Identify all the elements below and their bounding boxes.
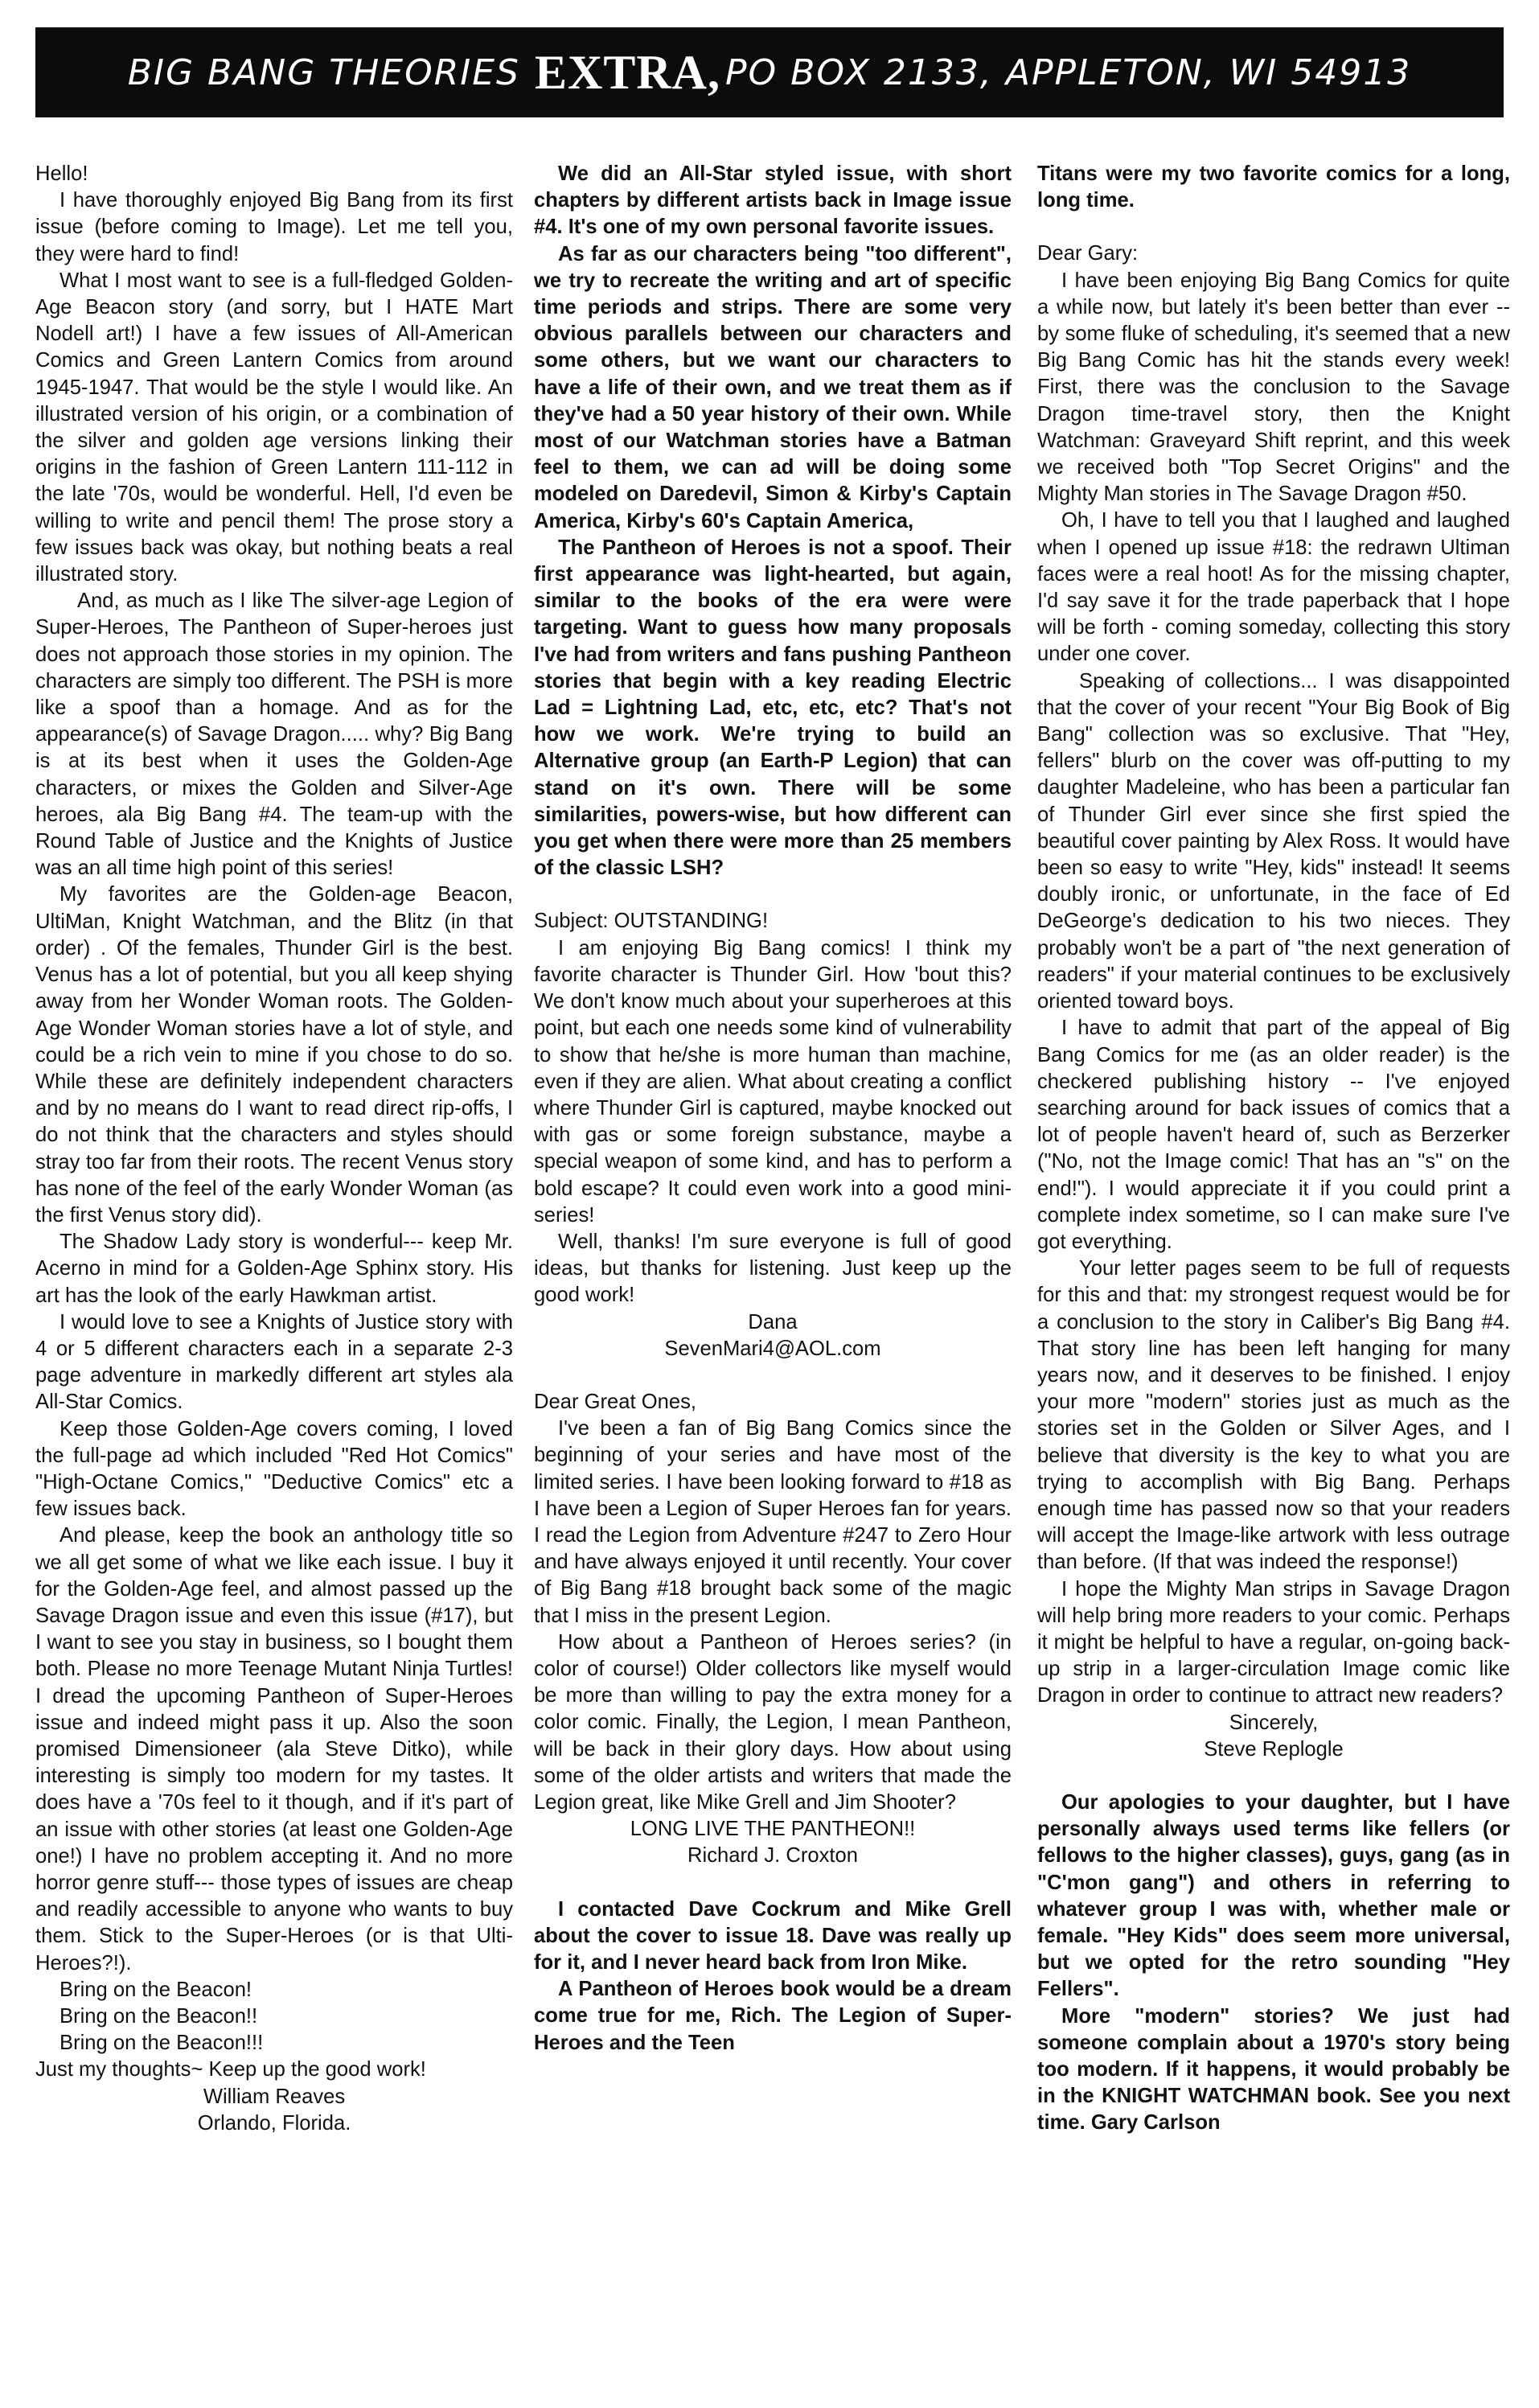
column-2 <box>534 161 1012 2381</box>
letter-email: SevenMari4@AOL.com <box>664 1337 881 1360</box>
letter-subject: Subject: OUTSTANDING! <box>534 910 769 933</box>
letter-paragraph: I have to admit that part of the appeal of Big Bang Comics for me (as an older reader) is the checkered publishing history -- I've enjoyed searching around for back issues of comics that a lot of people haven't heard of, such as Berzerker ("No, not the Image comic! That has an "s" on the end!"). I would appreciate it if you could print a complete index sometime, so I can make sure I've got everything. <box>1037 1017 1510 1253</box>
letter-signoff: LONG LIVE THE PANTHEON!! <box>630 1818 916 1841</box>
editor-reply: Our apologies to your daughter, but I have personally always used terms like fellers (or fellows to the higher classes), guys, gang (as in "C'mon gang") and others in referring to whatever group I was with, whether male or female. "Hey Kids" does seem more universal, but we opted for the retro sounding "Hey Fellers". <box>1037 1790 1510 2001</box>
editor-reply: As far as our characters being "too different", we try to recreate the writing and art of specific time periods and strips. There are some very obvious parallels between our characters and some others, but we want our characters to have a life of their own, and we treat them as if they've had a 50 year history of their own. While most of our Watchman stories have a Batman feel to them, we can ad will be doing some modeled on Daredevil, Simon & Kirby's Captain America, Kirby's 60's Captain America, <box>534 242 1012 532</box>
letter-salutation: Dear Gary: <box>1037 242 1139 265</box>
editor-reply: The Pantheon of Heroes is not a spoof. Their first appearance was light-hearted, but again, similar to the books of the era were were targeting. Want to guess how many proposals I've had from writers and fans pushing Pantheon stories that begin with a key reading Electric Lad = Lightning Lad, etc, etc, etc? That's not how we work. We're trying to build an Alternative group (an Earth-P Legion) that can stand on it's own. There will be some similarities, powers-wise, but how different can you get when there were more than 25 members of the classic LSH? <box>534 536 1012 880</box>
letter-paragraph: Well, thanks! I'm sure everyone is full of good ideas, but thanks for listening. Just keep up the good work! <box>534 1230 1012 1307</box>
letter-salutation: Dear Great Ones, <box>534 1390 696 1413</box>
letter-paragraph: My favorites are the Golden-age Beacon, UltiMan, Knight Watchman, and the Blitz (in that order) . Of the females, Thunder Girl is the best. Venus has a lot of potential, but you all keep shying away from her Wonder Woman roots. The Golden-Age Wonder Woman stories have a lot of style, and could be a rich vein to mine if you chose to do so. While these are definitely independent characters and by no means do I want to read direct rip-offs, I do not think that the characters and styles should stray too far from their roots. The recent Venus story has none of the feel of the early Wonder Woman (as the first Venus story did). <box>35 883 513 1227</box>
letter-paragraph: I hope the Mighty Man strips in Savage Dragon will help bring more readers to your comic. Perhaps it might be helpful to have a regular, on-going back-up strip in a larger-circulation Image comic like Dragon in order to continue to attract new readers? <box>1037 1577 1510 1707</box>
column-1 <box>35 161 513 2381</box>
letter-signature: Dana <box>748 1310 798 1333</box>
letters-page-header <box>35 27 1504 117</box>
letter-paragraph: How about a Pantheon of Heroes series? (in color of course!) Older collectors like myself would be more than willing to pay the extra money for a color comic. Finally, the Legion, I mean Pantheon, will be back in their glory days. How about using some of the older artists and writers that made the Legion great, like Mike Grell and Jim Shooter? <box>534 1630 1012 1814</box>
letter-paragraph: What I most want to see is a full-fledged Golden-Age Beacon story (and sorry, but I HATE Mart Nodell art!) I have a few issues of All-American Comics and Green Lantern Comics from around 1945-1947. That would be the style I would like. An illustrated version of his origin, or a combination of the silver and golden age versions linking their origins in the fashion of Green Lantern 111-112 in the late '70s, would be wonderful. Hell, I'd even be willing to write and pencil them! The prose story a few issues back was okay, but nothing beats a real illustrated story. <box>35 269 513 586</box>
header-theories: BIG BANG THEORIES <box>127 51 520 93</box>
column-3 <box>1037 161 1510 2381</box>
letter-location: Orlando, Florida. <box>197 2111 351 2135</box>
letter-paragraph: I've been a fan of Big Bang Comics since the beginning of your series and have most of the limited series. I have been looking forward to #18 as I have been a Legion of Super Heroes fan for years. I read the Legion from Adventure #247 to Zero Hour and have always enjoyed it until recently. Your cover of Big Bang #18 brought back some of the magic that I miss in the present Legion. <box>534 1417 1012 1627</box>
letter-paragraph: The Shadow Lady story is wonderful--- keep Mr. Acerno in mind for a Golden-Age Sphinx story. His art has the look of the early Hawkman artist. <box>35 1231 513 1307</box>
letter-signoff: Sincerely, <box>1229 1711 1319 1734</box>
letter-signature: Richard J. Croxton <box>687 1844 858 1868</box>
header-address: PO BOX 2133, APPLETON, WI 54913 <box>725 51 1412 93</box>
editor-reply: Titans were my two favorite comics for a long, long time. <box>1037 162 1510 212</box>
letter-paragraph: I have been enjoying Big Bang Comics for quite a while now, but lately it's been better than ever -- by some fluke of scheduling, it's seemed that a new Big Bang Comic has hit the stands every week! First, there was the conclusion to the Savage Dragon time-travel story, then the Knight Watchman: Graveyard Shift reprint, and this week we received both "Top Secret Origins" and the Mighty Man stories in The Savage Dragon #50. <box>1037 269 1510 506</box>
letter-greeting: Hello! <box>35 162 88 185</box>
editor-reply: A Pantheon of Heroes book would be a dream come true for me, Rich. The Legion of Super-Heroes and the Teen <box>534 1978 1012 2054</box>
letter-paragraph: I would love to see a Knights of Justice story with 4 or 5 different characters each in a separate 2-3 page adventure in markedly different art styles ala All-Star Comics. <box>35 1310 513 1414</box>
letter-paragraph: Oh, I have to tell you that I laughed and laughed when I opened up issue #18: the redrawn Ultiman faces were a real hoot! As for the missing chapter, I'd say save it for the trade paperback that I hope will be forth - coming someday, collecting this story under one cover. <box>1037 509 1510 666</box>
editor-reply: More "modern" stories? We just had someone complain about a 1970's story being too modern. If it happens, it would probably be in the KNIGHT WATCHMAN book. See you next time. Gary Carlson <box>1037 2004 1510 2135</box>
bring-on-line: Bring on the Beacon!! <box>60 2005 258 2028</box>
letter-closing: Just my thoughts~ Keep up the good work! <box>35 2058 426 2081</box>
letter-paragraph: I am enjoying Big Bang comics! I think my favorite character is Thunder Girl. How 'bout this? We don't know much about your superheroes at this point, but each one needs some kind of vulnerability to show that he/she is more human than machine, even if they are alien. What about creating a conflict where Thunder Girl is captured, maybe knocked out with gas or some foreign substance, maybe a special weapon of some kind, and has to perform a bold escape? It could even work into a good mini-series! <box>534 936 1012 1227</box>
editor-reply: We did an All-Star styled issue, with short chapters by different artists back in Image issue #4. It's one of my own personal favorite issues. <box>534 162 1012 239</box>
letter-paragraph: And, as much as I like The silver-age Legion of Super-Heroes, The Pantheon of Super-heroes just does not approach those stories in my opinion. The characters are simply too different. The PSH is more like a spoof than a homage. And as for the appearance(s) of Savage Dragon..... why? Big Bang is at its best when it uses the Golden-Age characters, or mixes the Golden and Silver-Age heroes, ala Big Bang #4. The team-up with the Round Table of Justice and the Knights of Justice was an all time high point of this series! <box>35 590 513 880</box>
letter-paragraph: Your letter pages seem to be full of requests for this and that: my strongest request would be for a conclusion to the story in Caliber's Big Bang #4. That story line has been left hanging for many years now, and it deserves to be finished. I enjoy your more "modern" stories just as much as the stories set in the Golden or Silver Ages, and I believe that diversity is the key to what you are trying to accomplish with Big Bang. Perhaps enough time has passed now so that your readers will accept the Image-like artwork with less outrage than before. (If that was indeed the response!) <box>1037 1257 1510 1574</box>
letter-paragraph: Keep those Golden-Age covers coming, I loved the full-page ad which included "Red Hot Comics" "High-Octane Comics," "Deductive Comics" etc a few issues back. <box>35 1417 513 1521</box>
letter-paragraph: And please, keep the book an anthology title so we all get some of what we like each issue. I buy it for the Golden-Age feel, and almost passed up the Savage Dragon issue and even this issue (#17), but I want to see you stay in business, so I bought them both. Please no more Teenage Mutant Ninja Turtles! I dread the upcoming Pantheon of Super-Heroes issue and indeed might pass it up. Also the soon promised Dimensioneer (ala Steve Ditko), while interesting is simply too modern for my tastes. It does have a '70s feel to it though, and if it's part of an issue with other stories (at least one Golden-Age one!) I have no problem accepting it. And no more horror genre stuff--- those types of issues are cheap and readily accessible to anyone who wants to buy them. Stick to the Super-Heroes (or is that Ulti-Heroes?!). <box>35 1524 513 1974</box>
letter-signature: Steve Replogle <box>1204 1737 1344 1761</box>
letter-signature: William Reaves <box>203 2085 346 2108</box>
header-extra: EXTRA, <box>534 45 721 99</box>
bring-on-line: Bring on the Beacon! <box>60 1978 252 2001</box>
letter-paragraph: I have thoroughly enjoyed Big Bang from its first issue (before coming to Image). Let me tell you, they were hard to find! <box>35 189 513 265</box>
bring-on-line: Bring on the Beacon!!! <box>60 2032 264 2055</box>
letter-paragraph: Speaking of collections... I was disappointed that the cover of your recent "Your Big Book of Big Bang" collection was so exclusive. That "Hey, fellers" blurb on the cover was off-putting to my daughter Madeleine, who has been a particular fan of Thunder Girl ever since she first spied the beautiful cover painting by Alex Ross. It would have been so easy to write "Hey, kids" instead! It seems doubly ironic, or unfortunate, in the face of Ed DeGeorge's dedication to his two nieces. They probably won't be a part of "the next generation of readers" if your material continues to be exclusively oriented toward boys. <box>1037 669 1510 1013</box>
editor-reply: I contacted Dave Cockrum and Mike Grell about the cover to issue 18. Dave was really up for it, and I never heard back from Iron Mike. <box>534 1897 1012 1974</box>
